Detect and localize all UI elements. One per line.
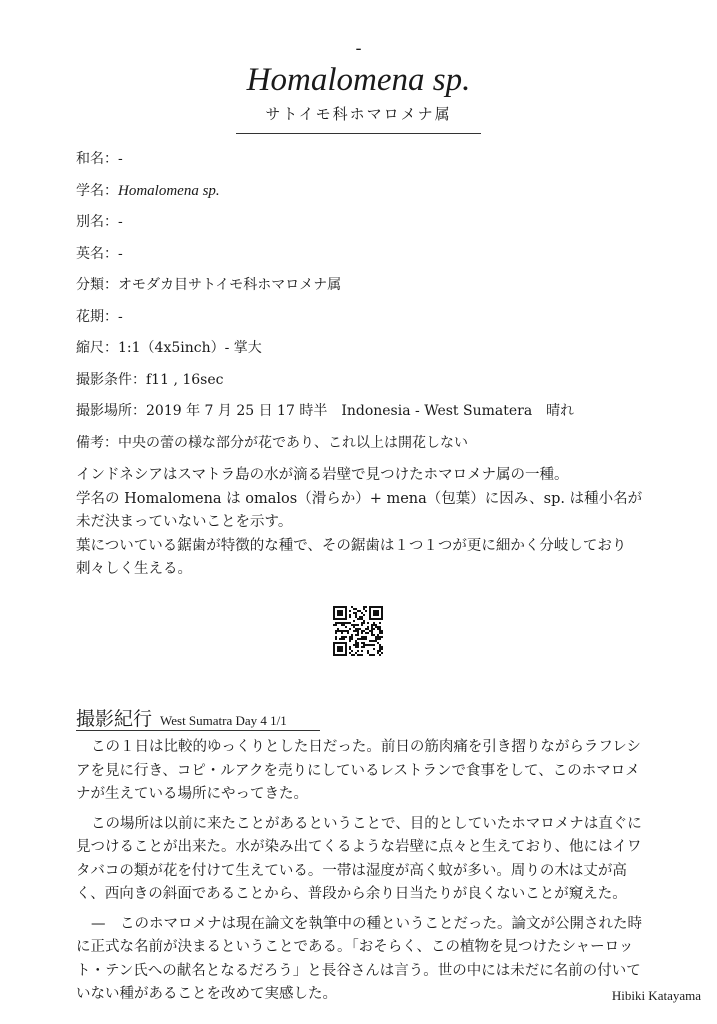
field-value: 2019 年 7 月 25 日 17 時半 Indonesia - West Sumatera 晴れ [146, 403, 575, 419]
author-name: Hibiki Katayama [611, 988, 701, 1003]
page-subtitle: サトイモ科ホマロメナ属 [265, 105, 452, 123]
field-location [76, 400, 676, 432]
section-underline [76, 730, 320, 731]
field-alias [76, 211, 676, 243]
field-label: 学名： [76, 182, 118, 199]
field-label: 撮影条件： [76, 371, 146, 388]
field-label: 花期： [76, 308, 118, 325]
header-dash: - [355, 38, 362, 59]
description-paragraph: 葉についている鋸歯が特徴的な種で、その鋸歯は１つ１つが更に細かく分岐しており刺々しく生える。 [76, 537, 627, 577]
field-notes [76, 432, 676, 464]
field-value: f11 , 16sec [146, 371, 224, 388]
specimen-fields [76, 148, 676, 463]
description [76, 464, 648, 582]
field-value: 1:1（4x5inch）- 掌大 [118, 340, 262, 356]
travelogue-paragraph: この場所は以前に来たことがあるということで、目的としていたホマロメナは直ぐに見つけることが出来た。水が染み出てくるような岩壁に点々と生えており、他にはイワタバコの類が花を付けて生えている。一帯は湿度が高く蚊が多い。周りの木は丈が高く、西向きの斜面であることから、普段から余り日当たりが良くないことが窺えた。 [76, 815, 642, 902]
field-label: 撮影場所： [76, 403, 146, 419]
section-title: 撮影紀行 [76, 708, 153, 730]
field-label: 縮尺： [76, 340, 118, 356]
field-label: 別名： [76, 214, 118, 230]
description-paragraph: 学名の Homalomena は omalos（滑らか）+ mena（包葉）に因み、sp. は種小名が未だ決まっていないことを示す。 [76, 490, 643, 530]
travelogue [76, 736, 642, 1013]
field-value: Homalomena sp. [118, 182, 220, 199]
field-value: - [118, 245, 123, 262]
title-divider [236, 133, 481, 134]
field-value: - [118, 151, 123, 167]
travelogue-paragraph: この１日は比較的ゆっくりとした日だった。前日の筋肉痛を引き摺りながらラフレシアを見に行き、コピ・ルアクを売りにしているレストランで食事をして、このホマロメナが生えている場所にやってきた。 [76, 739, 641, 802]
field-scientific-name [76, 180, 676, 212]
field-value: - [118, 214, 123, 230]
field-value: オモダカ目サトイモ科ホマロメナ属 [118, 277, 342, 293]
field-classification [76, 274, 676, 306]
section-subtitle: West Sumatra Day 4 1/1 [160, 713, 287, 728]
field-label: 英名： [76, 245, 118, 262]
field-label: 分類： [76, 277, 118, 293]
field-label: 備考： [76, 434, 118, 451]
field-shooting-conditions [76, 369, 676, 401]
section-heading [76, 704, 287, 731]
description-paragraph: インドネシアはスマトラ島の水が滴る岩壁で見つけたホマロメナ属の一種。 [76, 467, 569, 483]
page-title: Homalomena sp. [246, 62, 471, 98]
field-value: 中央の蕾の様な部分が花であり、これ以上は開花しない [118, 434, 468, 451]
field-value: - [118, 308, 123, 325]
field-flowering [76, 306, 676, 338]
travelogue-paragraph: — このホマロメナは現在論文を執筆中の種ということだった。論文が公開された時に正式な名前が決まるということである。「おそらく、この植物を見つけたシャーロット・テン氏への献名となるだろう」と長谷さんは言う。世の中には未だに名前の付いていない種があることを改めて実感した。 [76, 915, 642, 1002]
qr-code-icon [333, 606, 383, 656]
field-english-name [76, 243, 676, 275]
field-scale [76, 337, 676, 369]
field-japanese-name [76, 148, 676, 180]
field-label: 和名： [76, 151, 118, 167]
